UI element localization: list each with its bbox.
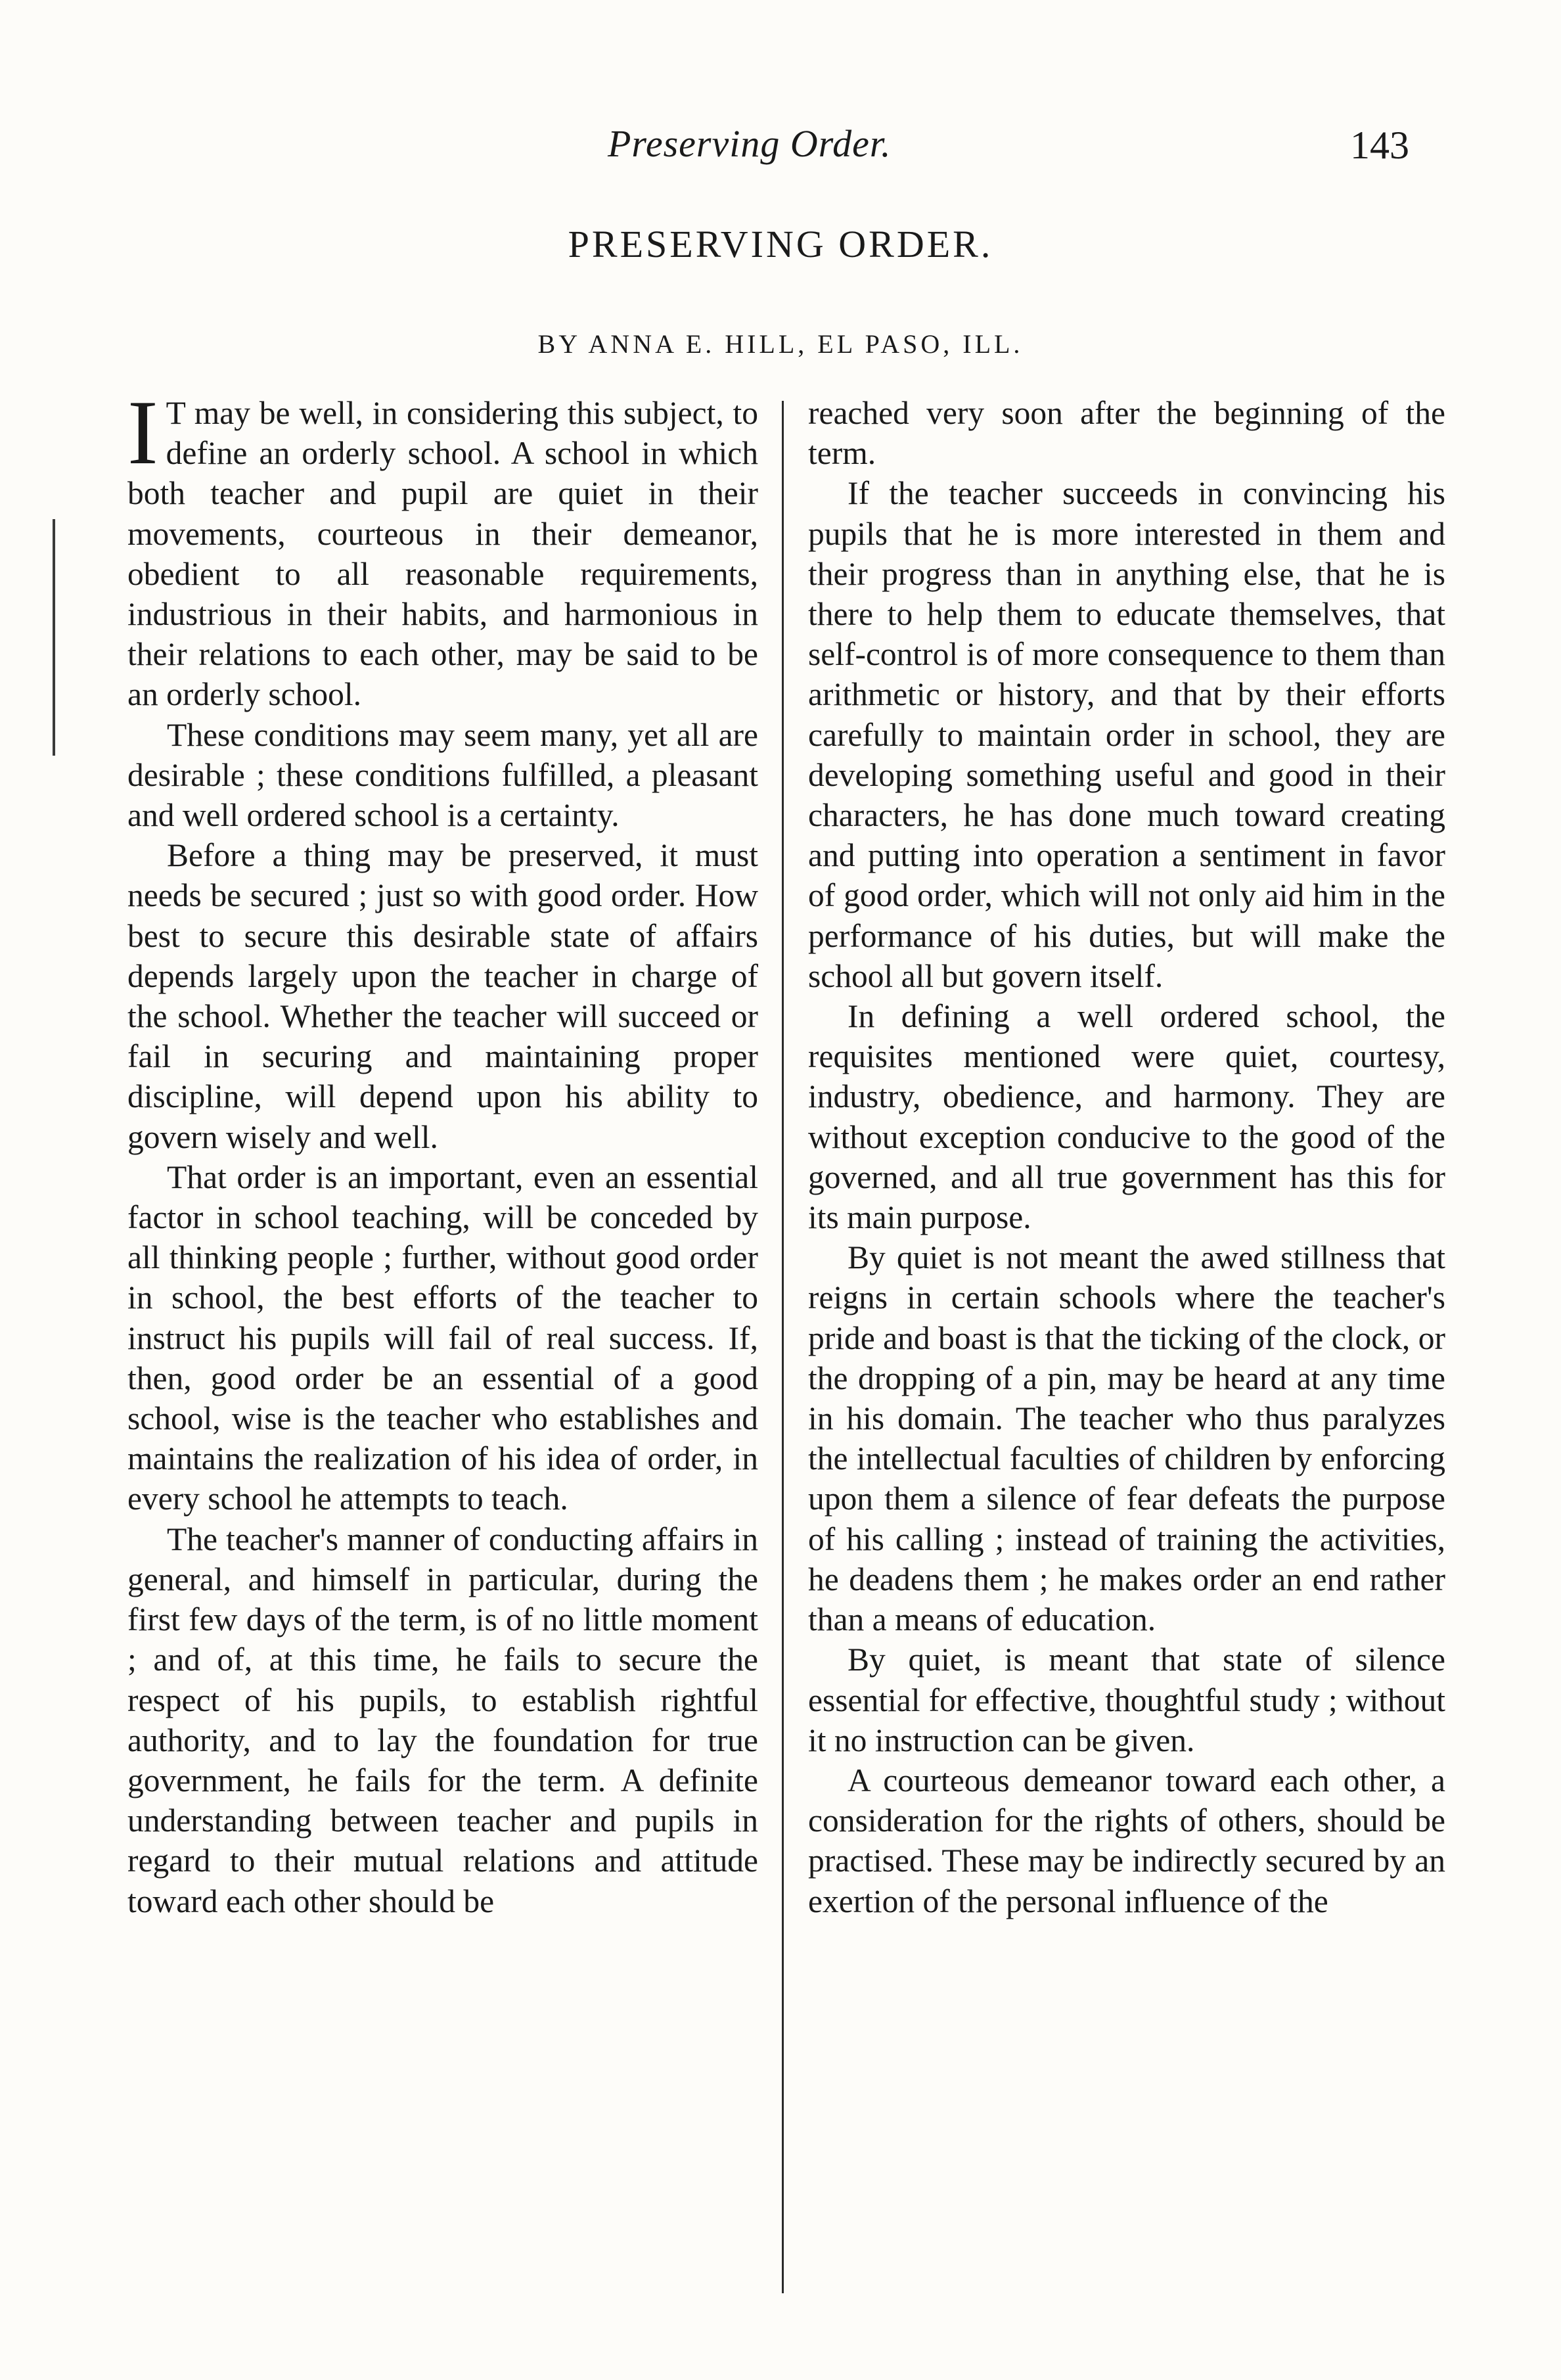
paragraph [127, 382, 758, 715]
running-head [0, 122, 1561, 181]
page-number: 143 [1350, 124, 1409, 167]
paragraph: Before a thing may be preserved, it must needs be secured ; just so with good order. How best to secure this desirable state of affairs depends largely upon the teacher in charge of the school. Whether the teacher will succeed or fail in securing and maintaining proper discipline, will depend upon his ability to govern wisely and well. [127, 837, 758, 1155]
paragraph: A courteous demeanor toward each other, a consideration for the rights of others, should be practised. These may be indirectly secured by an exertion of the personal influence of the [808, 1762, 1445, 1919]
paragraph: By quiet, is meant that state of silence essential for effective, thoughtful study ; without it no instruction can be given. [808, 1641, 1445, 1758]
paragraph: These conditions may seem many, yet all are desirable ; these conditions fulfilled, a pleasant and well ordered school is a certainty. [127, 716, 758, 834]
paragraph: By quiet is not meant the awed stillness that reigns in certain schools where the teacher's pride and boast is that the ticking of the clock, or the dropping of a pin, may be heard at any time in his domain. The teacher who thus paralyzes the intellectual faculties of children by enforcing upon them a silence of fear defeats the purpose of his calling ; instead of training the activities, he deadens them ; he makes order an end rather than a means of education. [808, 1239, 1445, 1638]
right-column [808, 393, 1445, 1921]
paragraph: The teacher's manner of conducting affairs in general, and himself in particular, during the first few days of the term, is of no little moment ; and of, at this time, he fails to secure the respect of his pupils, to establish rightful authority, and to lay the foundation for true government, he fails for the term. A definite understanding between teacher and pupils in regard to their mutual relations and attitude toward each other should be [127, 1521, 758, 1919]
paragraph-text: T may be well, in considering this subject, to define an orderly school. A school in which both teacher and pupil are quiet in their movements, courteous in their demeanor, obedient to all reasonable requirements, industrious in their habits, and harmonious in their relations to each other, may be said to be an orderly school. [127, 395, 758, 713]
article-title: PRESERVING ORDER. [568, 223, 993, 265]
drop-cap: I [127, 382, 158, 484]
paragraph: In defining a well ordered school, the requisites mentioned were quiet, courtesy, industry, obedience, and harmony. They are without exception conducive to the good of the governed, and all true government has this for its main purpose. [808, 998, 1445, 1236]
paragraph: reached very soon after the beginning of the term. [808, 395, 1445, 472]
byline: BY ANNA E. HILL, EL PASO, ILL. [537, 329, 1024, 359]
left-column [127, 382, 758, 1921]
margin-mark [53, 519, 55, 756]
column-rule [782, 401, 784, 2293]
running-title: Preserving Order. [608, 122, 892, 165]
paragraph: That order is an important, even an essential factor in school teaching, will be conceded by all thinking people ; further, without good order in school, the best efforts of the teacher to instruct his pupils will fail of real success. If, then, good order be an essential of a good school, wise is the teacher who establishes and maintains the realization of his idea of order, in every school he attempts to teach. [127, 1158, 758, 1517]
paragraph: If the teacher succeeds in convincing his pupils that he is more interested in them and their progress than in anything else, that he is there to help them to educate themselves, that self-control is of more consequence to them than arithmetic or history, and that by their efforts carefully to maintain order in school, they are developing something useful and good in their characters, he has done much toward creating and putting into operation a sentiment in favor of good order, which will not only aid him in the performance of his duties, but will make the school all but govern itself. [808, 475, 1445, 994]
